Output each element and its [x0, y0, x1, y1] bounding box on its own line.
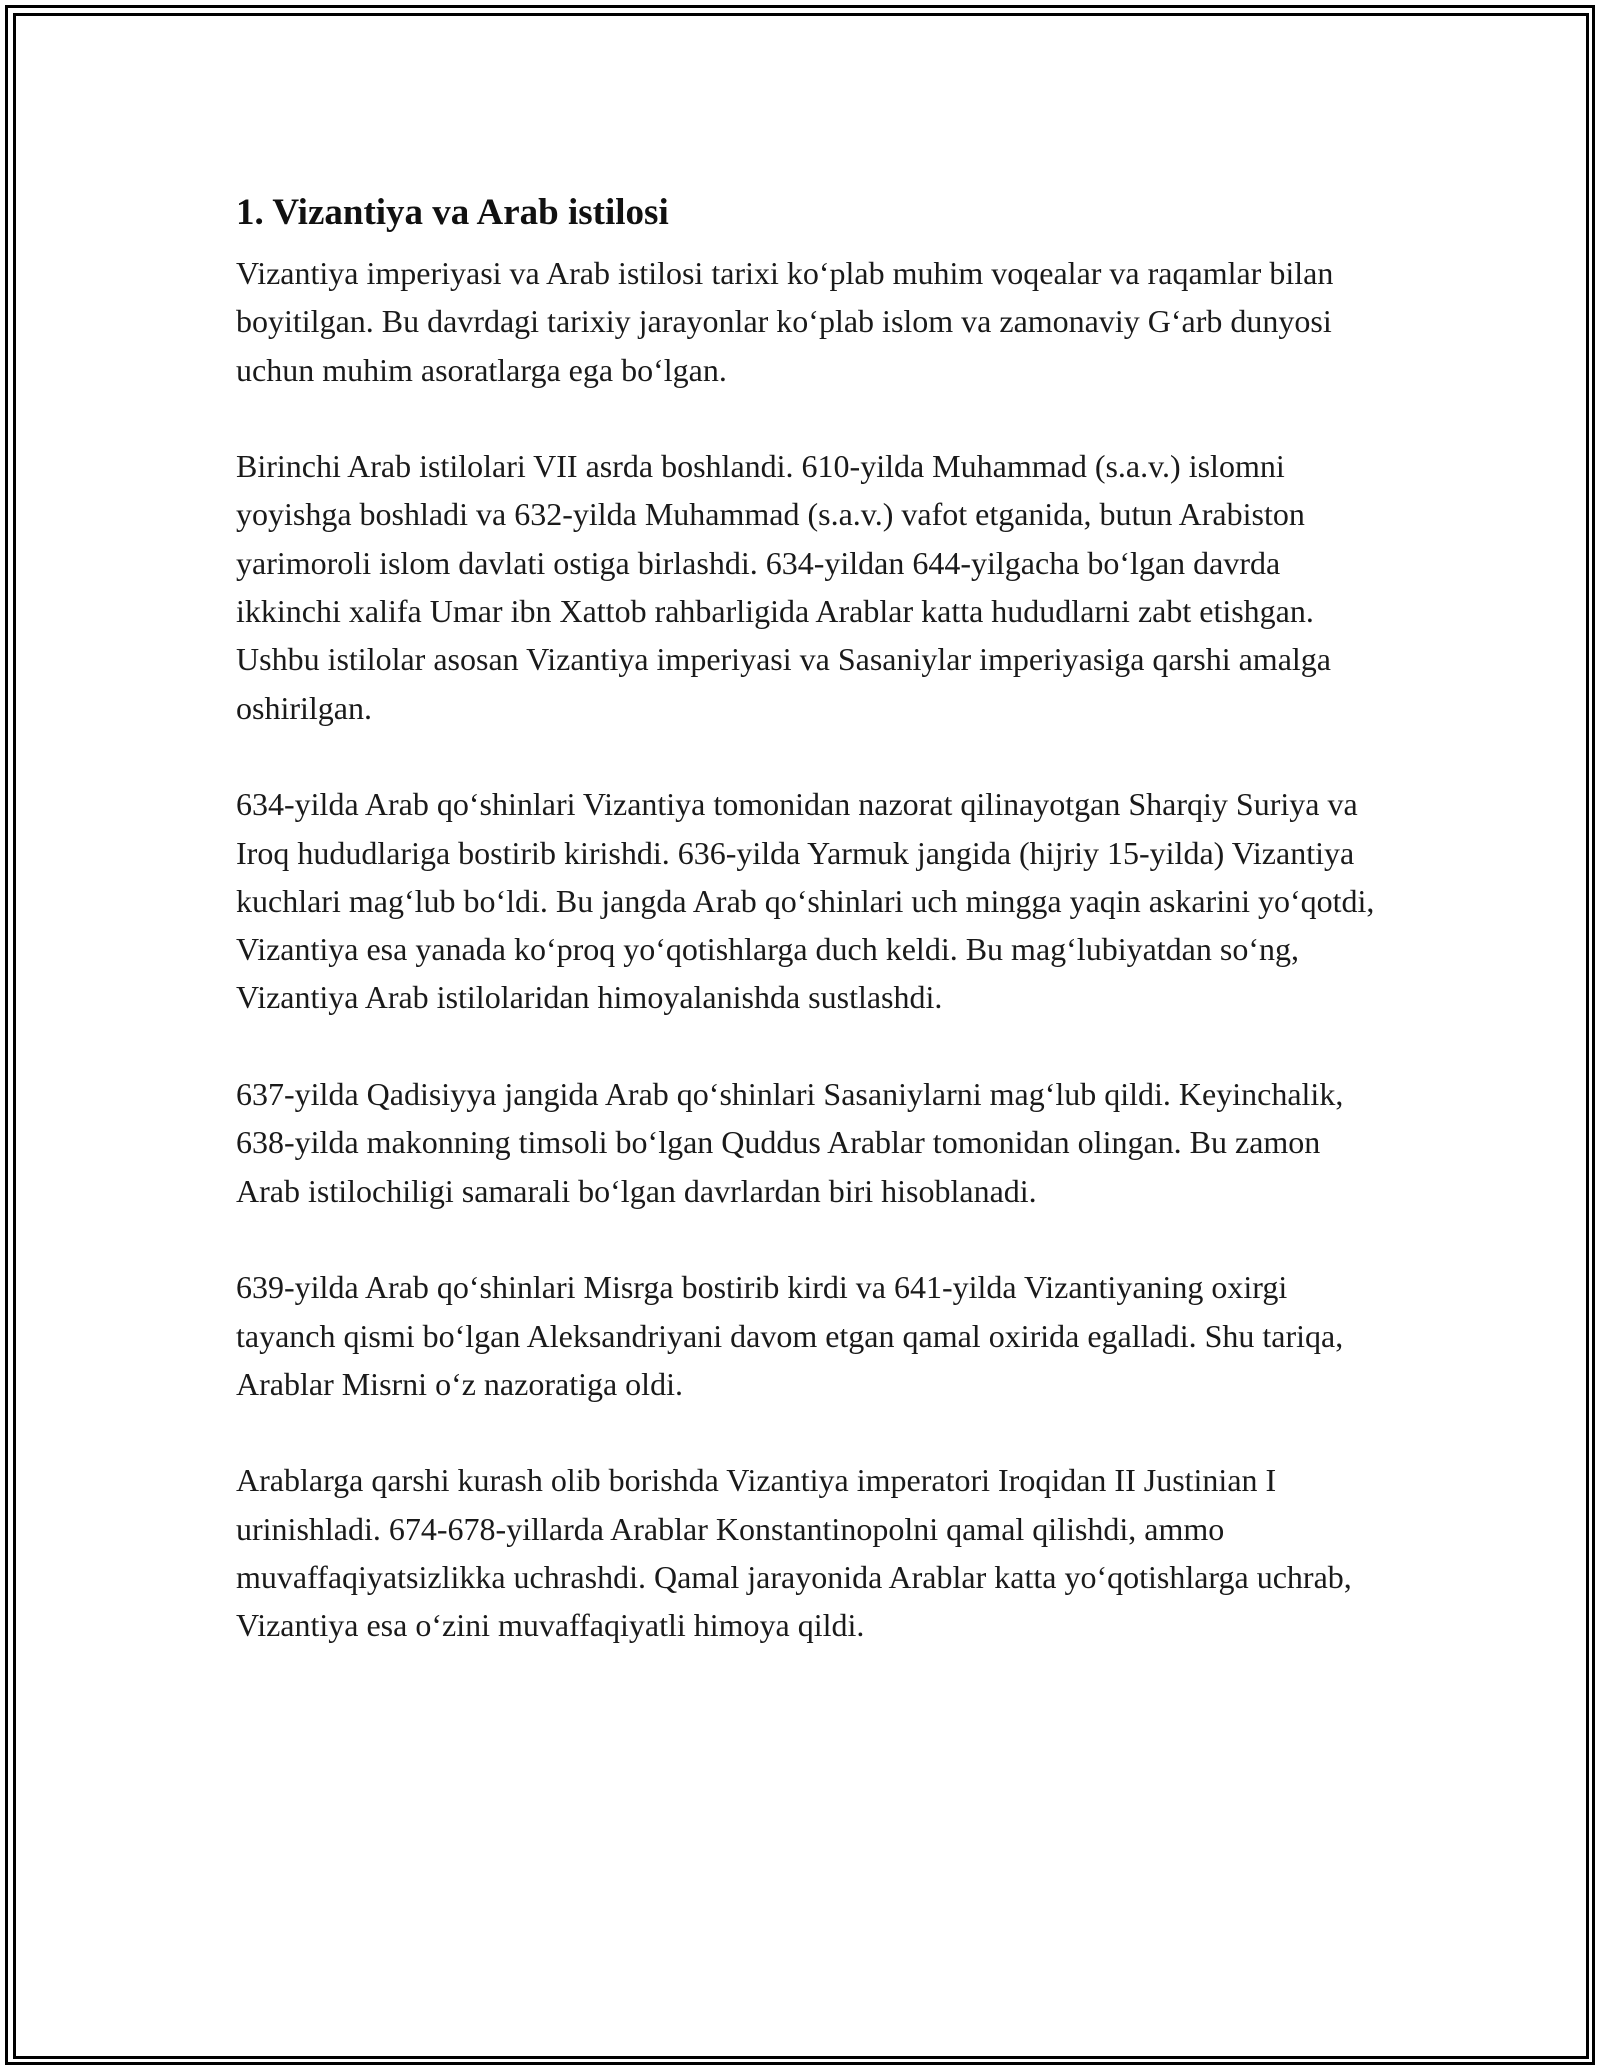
- paragraph-qadisiyya: 637-yilda Qadisiyya jangida Arab qo‘shinlari Sasaniylarni mag‘lub qildi. Keyinchalik, 638-yilda makonning timsoli bo‘lgan Quddus Arablar tomonidan olingan. Bu zamon Arab istilochiligi samarali bo‘lgan davrlardan biri hisoblanadi.: [236, 1076, 1344, 1209]
- paragraph-first-conquests: Birinchi Arab istilolari VII asrda boshlandi. 610-yilda Muhammad (s.a.v.) islomni yoyishga boshladi va 632-yilda Muhammad (s.a.v.) vafot etganida, butun Arabiston yarimoroli islom davlati ostiga birlashdi. 634-yildan 644-yilgacha bo‘lgan davrda ikkinchi xalifa Umar ibn Xattob rahbarligida Arablar katta hududlarni zabt etishgan. Ushbu istilolar asosan Vizantiya imperiyasi va Sasaniylar imperiyasiga qarshi amalga oshirilgan.: [236, 448, 1331, 726]
- section-heading: 1. Vizantiya va Arab istilosi: [236, 192, 669, 233]
- document-body: [236, 185, 1386, 1698]
- paragraph-egypt: 639-yilda Arab qo‘shinlari Misrga bostirib kirdi va 641-yilda Vizantiyaning oxirgi tayanch qismi bo‘lgan Aleksandriyani davom etgan qamal oxirida egalladi. Shu tariqa, Arablar Misrni o‘z nazoratiga oldi.: [236, 1269, 1344, 1402]
- paragraph-constantinople: Arablarga qarshi kurash olib borishda Vizantiya imperatori Iroqidan II Justinian I urinishladi. 674-678-yillarda Arablar Konstantinopolni qamal qilishdi, ammo muvaffaqiyatsizlikka uchrashdi. Qamal jarayonida Arablar katta yo‘qotishlarga uchrab, Vizantiya esa o‘zini muvaffaqiyatli himoya qildi.: [236, 1462, 1352, 1644]
- paragraph-intro: Vizantiya imperiyasi va Arab istilosi tarixi ko‘plab muhim voqealar va raqamlar bilan boyitilgan. Bu davrdagi tarixiy jarayonlar ko‘plab islom va zamonaviy G‘arb dunyosi uchun muhim asoratlarga ega bo‘lgan.: [236, 255, 1334, 388]
- paragraph-yarmuk: 634-yilda Arab qo‘shinlari Vizantiya tomonidan nazorat qilinayotgan Sharqiy Suriya va Iroq hududlariga bostirib kirishdi. 636-yilda Yarmuk jangida (hijriy 15-yilda) Vizantiya kuchlari mag‘lub bo‘ldi. Bu jangda Arab qo‘shinlari uch mingga yaqin askarini yo‘qotdi, Vizantiya esa yanada ko‘proq yo‘qotishlarga duch keldi. Bu mag‘lubiyatdan so‘ng, Vizantiya Arab istilolaridan himoyalanishda sustlashdi.: [236, 786, 1375, 1016]
